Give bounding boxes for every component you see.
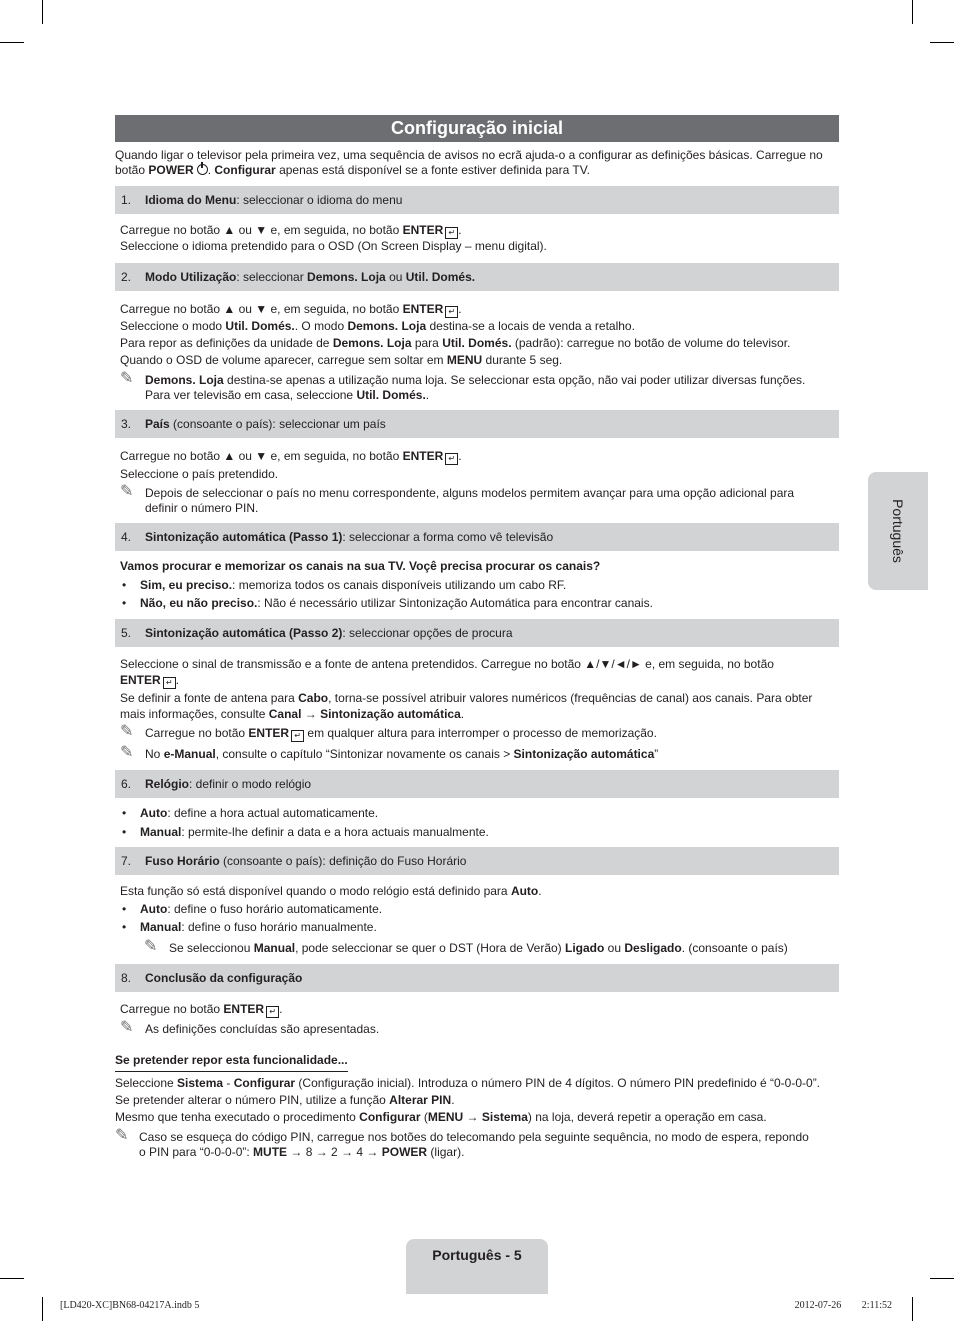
list-item: Sim, eu preciso.: memoriza todos os canais disponíveis utilizando um cabo RF. [140, 578, 567, 592]
step-1-body: Carregue no botão ▲ ou ▼ e, em seguida, no botão ENTER ↵ . Seleccione o idioma pretendido para o OSD (On Screen Display – menu digital). [120, 223, 547, 253]
crop-mark [912, 0, 913, 24]
crop-mark [0, 42, 24, 43]
step-header-6: 6. Relógio: definir o modo relógio [115, 770, 839, 798]
step-header-5: 5. Sintonização automática (Passo 2): seleccionar opções de procura [115, 619, 839, 647]
enter-icon: ↵ [163, 677, 176, 689]
reset-heading: Se pretender repor esta funcionalidade... [115, 1053, 348, 1072]
note-text: Depois de seleccionar o país no menu correspondente, alguns modelos permitem avançar para uma opção adicional para definir o número PIN. [145, 486, 795, 515]
note-text: As definições concluídas são apresentadas. [145, 1022, 380, 1036]
step-4-question: Vamos procurar e memorizar os canais na sua TV. Voçê precisa procurar os canais? [120, 559, 601, 573]
step-3-body: Carregue no botão ▲ ou ▼ e, em seguida, no botão ENTER ↵ . Seleccione o país pretendido. [120, 449, 462, 481]
note-icon: ✎ [120, 370, 134, 387]
note-text: No e-Manual, consulte o capítulo “Sintonizar novamente os canais > Sintonização automática” [145, 747, 659, 761]
crop-mark [930, 1278, 954, 1279]
step-5-body-2: Se definir a fonte de antena para Cabo, torna-se possível atribuir valores numéricos (frequências de canal) aos canais. Para obter mais informações, consulte Canal → Sintonização automática. [120, 691, 813, 721]
enter-icon: ↵ [445, 227, 458, 239]
crop-mark [42, 0, 43, 24]
power-icon [197, 164, 208, 175]
note-icon: ✎ [144, 938, 158, 955]
note-text: Carregue no botão ENTER ↵ em qualquer altura para interromper o processo de memorização. [145, 726, 657, 740]
enter-icon: ↵ [266, 1006, 279, 1018]
footer-file-info: [LD420-XC]BN68-04217A.indb 5 [60, 1300, 200, 1311]
step-header-1: 1. Idioma do Menu: seleccionar o idioma do menu [115, 186, 839, 214]
step-header-3: 3. País (consoante o país): seleccionar um país [115, 410, 839, 438]
language-side-tab: Português [868, 472, 928, 590]
crop-mark [42, 1297, 43, 1321]
note-text: Demons. Loja destina-se apenas a utilização numa loja. Se seleccionar esta opção, não vai poder utilizar diversas funções. Para ver televisão em casa, seleccione Util. Domés.. [145, 373, 806, 402]
step-5-body: Seleccione o sinal de transmissão e a fonte de antena pretendidos. Carregue no botão ▲/▼/◄/► e, em seguida, no botão ENTER ↵ . [120, 657, 774, 687]
note-text: Se seleccionou Manual, pode seleccionar se quer o DST (Hora de Verão) Ligado ou Desligado. (consoante o país) [169, 941, 788, 955]
step-header-8: 8. Conclusão da configuração [115, 964, 839, 992]
note-text: Caso se esqueça do código PIN, carregue nos botões do telecomando pela seguinte sequência, no modo de espera, repondo o PIN para “0-0-0-0”: MUTE → 8 → 2 → 4 → POWER (ligar). [139, 1130, 809, 1159]
intro-text: Quando ligar o televisor pela primeira vez, uma sequência de avisos no ecrã ajuda-o a configurar as definições básicas. Carregue no botão POWER . Configurar apenas está disponível se a fonte estiver definida para TV. [115, 148, 823, 177]
enter-icon: ↵ [445, 453, 458, 465]
footer-timestamp: 2012-07-26 ￿￿ 2:11:52 [794, 1300, 892, 1311]
step-2-body: Carregue no botão ▲ ou ▼ e, em seguida, no botão ENTER ↵ . Seleccione o modo Util. Domés.. O modo Demons. Loja destina-se a locais de venda a retalho. Para repor as definições da unidade de Demons. Loja para Util. Domés. (padrão): carregue no botão de volume do televisor. Quando o OSD de volume aparecer, carregue sem soltar em MENU durante 5 seg. [120, 302, 791, 367]
note-icon: ✎ [115, 1127, 129, 1144]
note-icon: ✎ [120, 744, 134, 761]
crop-mark [0, 1278, 24, 1279]
reset-body: Seleccione Sistema - Configurar (Configuração inicial). Introduza o número PIN de 4 dígitos. O número PIN predefinido é “0-0-0-0”. Se pretender alterar o número PIN, utilize a função Alterar PIN. Mesmo que tenha executado o procedimento Configurar (MENU → Sistema) na loja, deverá repetir a operação em casa. [115, 1076, 821, 1124]
list-item: Auto: define a hora actual automaticamente. [140, 806, 379, 820]
page-title: Configuração inicial [115, 115, 839, 142]
step-header-7: 7. Fuso Horário (consoante o país): definição do Fuso Horário [115, 847, 839, 875]
note-icon: ✎ [120, 1019, 134, 1036]
crop-mark [912, 1297, 913, 1321]
enter-icon: ↵ [291, 730, 304, 742]
crop-mark [930, 42, 954, 43]
step-8-body: Carregue no botão ENTER ↵ . [120, 1002, 283, 1016]
page-number: Português - 5 [406, 1239, 548, 1294]
list-item: Manual: define o fuso horário manualmente. [140, 920, 377, 934]
list-item: Não, eu não preciso.: Não é necessário utilizar Sintonização Automática para encontrar canais. [140, 596, 653, 610]
enter-icon: ↵ [445, 306, 458, 318]
list-item: Auto: define o fuso horário automaticamente. [140, 902, 383, 916]
note-icon: ✎ [120, 723, 134, 740]
list-item: Manual: permite-lhe definir a data e a hora actuais manualmente. [140, 825, 489, 839]
step-7-body: Esta função só está disponível quando o modo relógio está definido para Auto. [120, 884, 542, 898]
step-header-4: 4. Sintonização automática (Passo 1): seleccionar a forma como vê televisão [115, 523, 839, 551]
note-icon: ✎ [120, 483, 134, 500]
step-header-2: 2. Modo Utilização: seleccionar Demons. Loja ou Util. Domés. [115, 263, 839, 291]
